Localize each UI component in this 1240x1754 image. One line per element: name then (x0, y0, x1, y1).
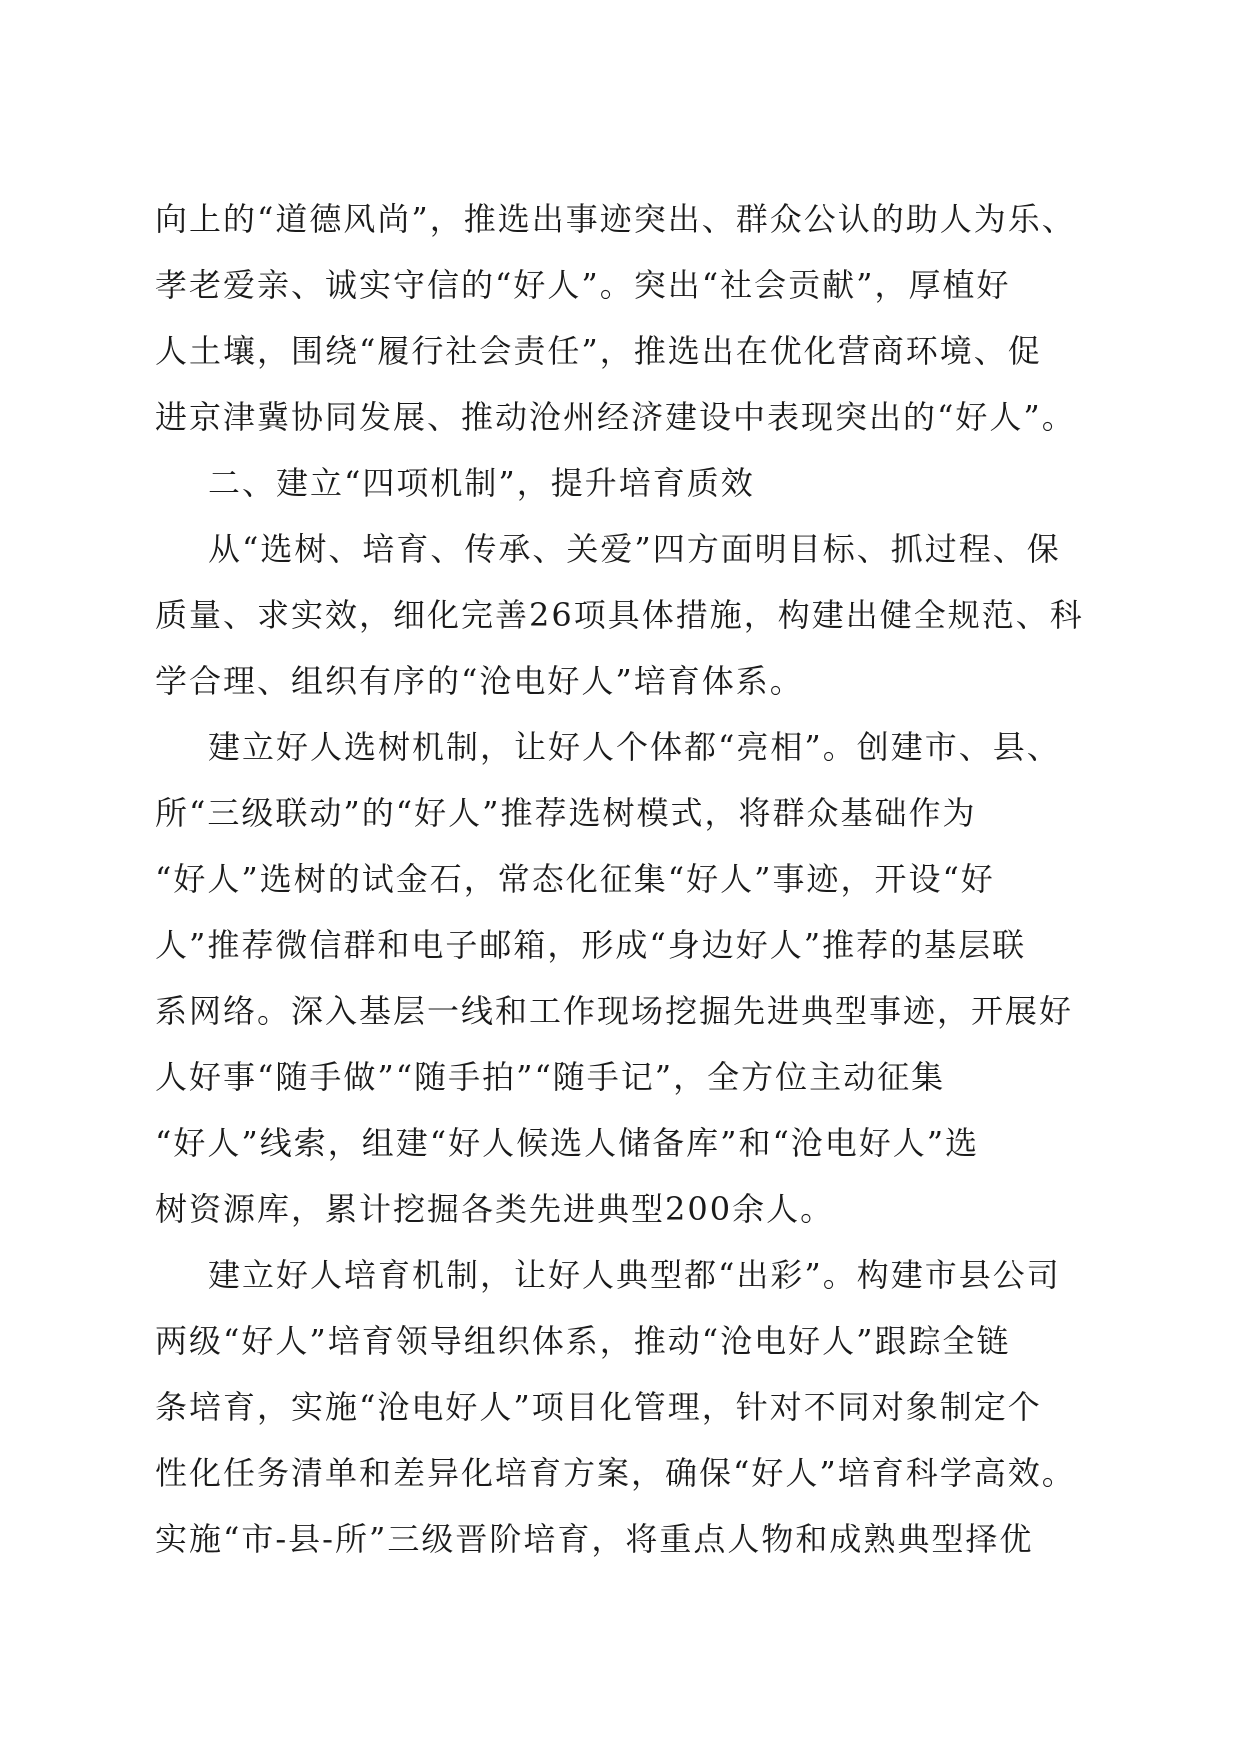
text-line: 两级“好人”培育领导组织体系，推动“沧电好人”跟踪全链 (155, 1322, 1011, 1360)
text-line: 向上的“道德风尚”，推选出事迹突出、群众公认的助人为乐、 (155, 200, 1076, 238)
text-line: 性化任务清单和差异化培育方案，确保“好人”培育科学高效。 (155, 1454, 1076, 1492)
section-heading: 二、建立“四项机制”，提升培育质效 (208, 464, 755, 502)
text-line: 人”推荐微信群和电子邮箱，形成“身边好人”推荐的基层联 (155, 926, 1027, 964)
text-line: 人土壤，围绕“履行社会责任”，推选出在优化营商环境、促 (155, 332, 1042, 370)
text-line: 人好事“随手做”“随手拍”“随手记”，全方位主动征集 (155, 1058, 946, 1096)
text-line: 树资源库，累计挖掘各类先进典型200余人。 (155, 1190, 835, 1228)
text-line: 条培育，实施“沧电好人”项目化管理，针对不同对象制定个 (155, 1388, 1042, 1426)
text-line: 质量、求实效，细化完善26项具体措施，构建出健全规范、科 (155, 596, 1084, 634)
text-line: “好人”线索，组建“好人候选人储备库”和“沧电好人”选 (155, 1124, 980, 1162)
text-line: 建立好人培育机制，让好人典型都“出彩”。构建市县公司 (208, 1256, 1061, 1294)
text-line: 实施“市-县-所”三级晋阶培育，将重点人物和成熟典型择优 (155, 1520, 1034, 1558)
text-line: 从“选树、培育、传承、关爱”四方面明目标、抓过程、保 (208, 530, 1061, 568)
text-line: 建立好人选树机制，让好人个体都“亮相”。创建市、县、 (208, 728, 1061, 766)
text-line: “好人”选树的试金石，常态化征集“好人”事迹，开设“好 (155, 860, 995, 898)
document-body (155, 186, 1090, 1572)
text-line: 进京津冀协同发展、推动沧州经济建设中表现突出的“好人”。 (155, 398, 1076, 436)
text-line: 系网络。深入基层一线和工作现场挖掘先进典型事迹，开展好 (155, 992, 1074, 1030)
text-line: 所“三级联动”的“好人”推荐选树模式，将群众基础作为 (155, 794, 977, 832)
text-line: 孝老爱亲、诚实守信的“好人”。突出“社会贡献”，厚植好 (155, 266, 1011, 304)
text-line: 学合理、组织有序的“沧电好人”培育体系。 (155, 662, 804, 700)
